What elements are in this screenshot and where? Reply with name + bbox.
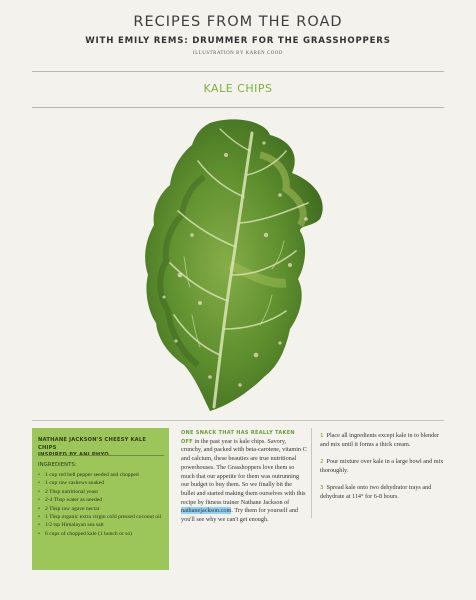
body-rule (32, 420, 444, 421)
ingredient-item: • 2-4 Tbsp water as needed (38, 496, 166, 504)
recipe-title: KALE CHIPS (203, 82, 273, 95)
step-text: Pour mixture over kale in a large bowl and mix thoroughly. (320, 458, 444, 474)
intro-body: in the past year is kale chips. Savory, crunchy, and packed with beta-carotene, vitamin C and calcium, these beauties are true nutritional powerhouses. The Grasshoppers love them so much that our appetite for them was outrunning our budget to buy them. So we finally bit the bullet and started making them ourselves with this recipe by fitness trainer Nathane Jackson of (181, 437, 307, 506)
ingredients-heading: INGREDIENTS: (38, 462, 77, 468)
header-rule-bottom (32, 107, 444, 108)
step-number: 3 (320, 485, 324, 491)
step-item (320, 432, 448, 449)
intro-lead: ONE SNACK THAT HAS REALLY TAKEN OFF (181, 430, 295, 445)
sidebar-recipe-name: NATHANE JACKSON'S CHEESY KALE CHIPS (38, 437, 147, 451)
ingredient-item: • 1/2 tsp Himalayan sea salt (38, 521, 166, 529)
sidebar-rule (38, 455, 164, 456)
step-number: 1 (320, 433, 324, 439)
section-title: RECIPES FROM THE ROAD (133, 14, 343, 30)
sidebar-title (38, 437, 164, 460)
header-rule-top (32, 71, 444, 72)
kale-leaf-illustration (140, 115, 335, 413)
intro-body-end: . Try them for yourself and you'll see why we can't get enough. (181, 507, 299, 524)
ingredient-item: • 6 cups of chopped kale (1 bunch or so) (38, 530, 166, 538)
step-number: 2 (320, 459, 324, 465)
ingredient-item: • 1 Tbsp organic extra virgin cold pressed coconut oil (38, 513, 166, 521)
step-item (320, 484, 448, 501)
intro-paragraph (181, 429, 307, 525)
step-text: Place all ingredients except kale in to blender and mix until it forms a thick cream. (320, 432, 440, 448)
ingredient-item: • 2 Tbsp nutritional yeast (38, 488, 166, 496)
section-subtitle: WITH EMILY REMS: DRUMMER FOR THE GRASSHOPPERS (85, 36, 391, 46)
step-item (320, 458, 448, 475)
ingredient-item: • 1 cup red bell pepper seeded and chopped (38, 471, 166, 479)
ingredients-list (38, 471, 166, 538)
website-link[interactable]: nathanejackson.com (181, 507, 232, 515)
step-text: Spread kale onto two dehydrator trays and dehydrate at 114° for 6-8 hours. (320, 484, 432, 500)
illustration-credit: ILLUSTRATION BY KAREN COOD (193, 51, 283, 56)
recipe-sidebar (32, 428, 169, 570)
column-divider (311, 428, 312, 518)
ingredient-item: • 1 cup raw cashews soaked (38, 479, 166, 487)
intro-column (181, 429, 307, 525)
ingredient-item: • 2 Tbsp raw agave nectar (38, 505, 166, 513)
steps-list (320, 432, 448, 510)
